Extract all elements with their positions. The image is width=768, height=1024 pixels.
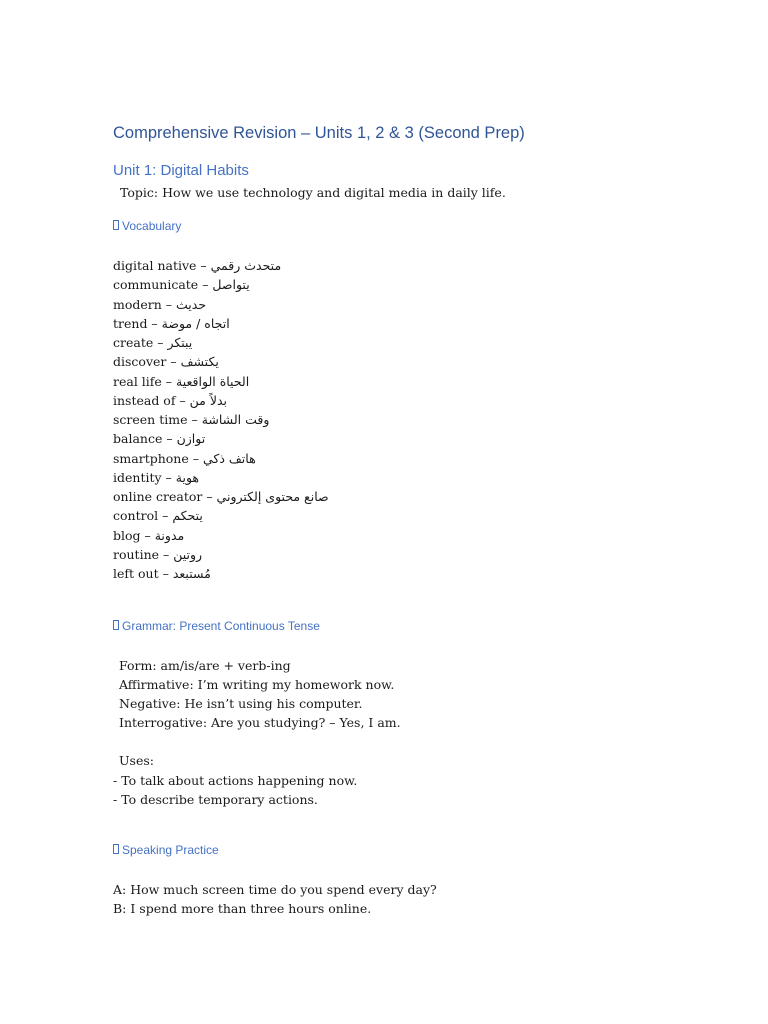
vocabulary-term-english: discover <box>113 354 167 370</box>
vocabulary-term-english: instead of <box>113 392 176 408</box>
vocabulary-item <box>113 295 329 314</box>
vocabulary-separator: – <box>159 546 174 562</box>
vocabulary-item <box>113 352 329 371</box>
vocabulary-term-arabic: هوية <box>175 469 199 485</box>
vocabulary-separator: – <box>202 489 217 504</box>
vocabulary-item <box>113 314 329 333</box>
dialogue-line: B: I spend more than three hours online. <box>113 901 372 916</box>
vocabulary-term-english: blog <box>113 527 141 543</box>
vocabulary-term-arabic: يتواصل <box>212 277 250 293</box>
vocabulary-term-english: identity <box>113 469 162 485</box>
vocabulary-term-arabic: يتحكم <box>172 508 203 524</box>
vocabulary-item <box>113 391 329 410</box>
unit-1-heading: Unit 1: Digital Habits <box>113 162 249 179</box>
grammar-negative: Negative: He isn’t using his computer. <box>119 696 363 711</box>
vocabulary-item <box>113 526 329 545</box>
grammar-form: Form: am/is/are + verb-ing <box>119 658 291 673</box>
vocabulary-separator: – <box>166 354 181 370</box>
vocabulary-term-english: digital native <box>113 258 197 273</box>
vocabulary-item <box>113 449 329 468</box>
unrendered-glyph-icon <box>113 620 119 630</box>
vocabulary-term-english: modern <box>113 296 162 312</box>
grammar-heading <box>113 619 320 633</box>
vocabulary-separator: – <box>198 277 213 293</box>
vocabulary-term-arabic: هاتف ذكي <box>202 450 256 466</box>
vocabulary-item <box>113 564 329 583</box>
vocabulary-item <box>113 468 329 487</box>
vocabulary-term-english: create <box>113 335 154 350</box>
vocabulary-separator: – <box>161 373 177 389</box>
vocabulary-term-arabic: صانع محتوى إلكتروني <box>216 489 329 504</box>
vocabulary-term-arabic: بدلاً من <box>189 392 228 408</box>
vocabulary-term-arabic: حديث <box>176 296 207 312</box>
vocabulary-separator: – <box>161 469 176 485</box>
vocabulary-term-arabic: مُستبعد <box>172 566 211 581</box>
unrendered-glyph-icon <box>113 220 119 230</box>
vocabulary-item <box>113 410 329 429</box>
vocabulary-separator: – <box>175 392 190 408</box>
vocabulary-term-english: trend <box>113 315 148 331</box>
vocabulary-separator: – <box>158 508 173 524</box>
vocabulary-separator: – <box>153 335 168 350</box>
vocabulary-term-arabic: الحياة الواقعية <box>176 373 250 389</box>
vocabulary-item <box>113 545 329 564</box>
vocabulary-separator: – <box>162 431 177 447</box>
vocabulary-term-english: control <box>113 508 159 524</box>
vocabulary-heading <box>113 219 181 233</box>
vocabulary-separator: – <box>161 296 177 312</box>
vocabulary-term-english: real life <box>113 373 162 389</box>
vocabulary-separator: – <box>158 566 173 581</box>
vocabulary-term-english: online creator <box>113 489 203 504</box>
vocabulary-item <box>113 487 329 506</box>
grammar-use-item: - To talk about actions happening now. <box>113 773 358 788</box>
vocabulary-term-arabic: يكتشف <box>180 354 219 370</box>
dialogue-line: A: How much screen time do you spend every day? <box>113 882 437 897</box>
vocabulary-item <box>113 372 329 391</box>
vocabulary-term-arabic: وقت الشاشة <box>201 412 270 427</box>
vocabulary-term-english: balance <box>113 431 163 447</box>
speaking-heading-label: Speaking Practice <box>122 843 219 857</box>
vocabulary-separator: – <box>140 527 155 543</box>
vocabulary-term-arabic: يبتكر <box>167 335 193 350</box>
unrendered-glyph-icon <box>113 844 119 854</box>
document-title: Comprehensive Revision – Units 1, 2 & 3 (Second Prep) <box>113 124 525 142</box>
vocabulary-term-english: smartphone <box>113 450 189 466</box>
vocabulary-item <box>113 429 329 448</box>
vocabulary-separator: – <box>188 450 203 466</box>
unit-1-topic: Topic: How we use technology and digital media in daily life. <box>120 185 506 200</box>
grammar-heading-label: Grammar: Present Continuous Tense <box>122 619 320 633</box>
vocabulary-list <box>113 256 329 583</box>
speaking-heading <box>113 843 219 857</box>
vocabulary-separator: – <box>187 412 202 427</box>
grammar-uses-label: Uses: <box>119 753 154 768</box>
vocabulary-term-english: communicate <box>113 277 199 293</box>
vocabulary-item <box>113 333 329 352</box>
vocabulary-term-arabic: توازن <box>176 431 206 447</box>
vocabulary-term-arabic: اتجاه / موضة <box>161 315 230 331</box>
vocabulary-item <box>113 256 329 275</box>
vocabulary-term-english: left out <box>113 566 159 581</box>
vocabulary-term-english: screen time <box>113 412 188 427</box>
grammar-affirmative: Affirmative: I’m writing my homework now. <box>119 677 395 692</box>
vocabulary-term-arabic: روتين <box>173 546 203 562</box>
grammar-interrogative: Interrogative: Are you studying? – Yes, I am. <box>119 715 401 730</box>
vocabulary-term-english: routine <box>113 546 160 562</box>
vocabulary-separator: – <box>196 258 211 273</box>
grammar-use-item: - To describe temporary actions. <box>113 792 318 807</box>
vocabulary-term-arabic: مدونة <box>154 527 185 543</box>
vocabulary-heading-label: Vocabulary <box>122 219 182 233</box>
vocabulary-term-arabic: متحدث رقمي <box>210 258 282 273</box>
vocabulary-item <box>113 506 329 525</box>
vocabulary-separator: – <box>147 315 162 331</box>
vocabulary-item <box>113 275 329 294</box>
